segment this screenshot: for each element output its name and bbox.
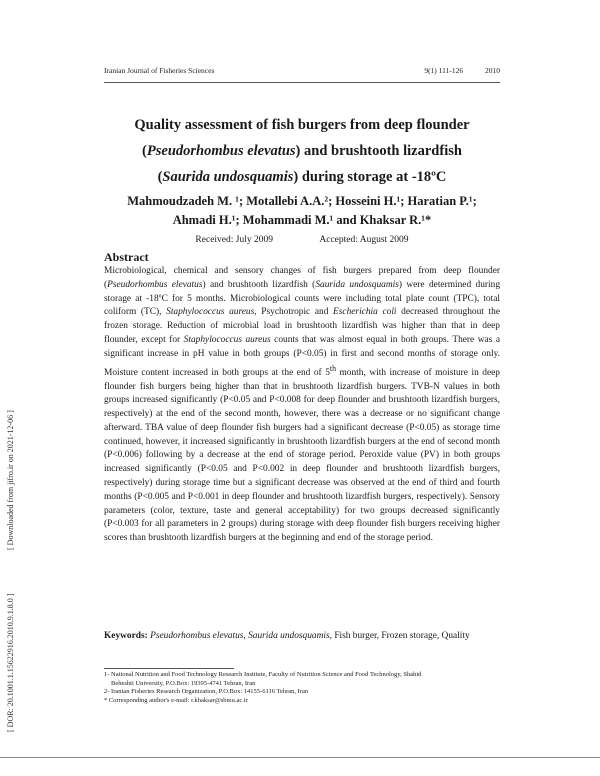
footnote-2: 2- Iranian Fisheries Research Organization, P.O.Box: 14155-6116 Tehran, Iran <box>104 688 309 696</box>
author-line-2: Ahmadi H.¹; Mohammadi M.¹ and Khaksar R.¹* <box>172 213 432 227</box>
issue-info <box>404 66 500 75</box>
footnotes <box>104 671 524 705</box>
bottom-rule <box>0 757 600 758</box>
title-species-2: Saurida undosquamis <box>162 169 294 185</box>
footnote-1b: Beheshti University, P.O.Box: 19395-4741 Tehran, Iran <box>111 679 256 687</box>
footnote-3: * Corresponding author's e-mail: r.khaksar@sbmu.ac.ir <box>104 696 248 704</box>
footnote-1a: 1- National Nutrition and Food Technology Research Institute, Faculty of Nutrition Science and Food Technology, Shahid <box>104 671 422 678</box>
side-doi-stamp: [ DOR: 20.1001.1.15622916.2010.9.1.8.0 ] <box>6 593 15 732</box>
journal-name: Iranian Journal of Fisheries Sciences <box>104 66 215 75</box>
title-line-3-rest: during storage at -18ºC <box>298 169 447 185</box>
keywords-label: Keywords: <box>104 631 148 641</box>
dates <box>104 235 500 245</box>
abstract-body: Microbiological, chemical and sensory changes of fish burgers prepared from deep flounder (Pseudorhombus elevatus) and brushtooth lizardfish (Saurida undosquamis) were determined during storage at -18ºC for 5 months. Microbiological counts were including total plate count (TPC), total coliform (TC), Staphylococcus aureus, Psychotropic and Escherichia coli decreased throughout the frozen storage. Reduction of microbial load in brushtooth lizardfish was higher than that in deep flounder, except for Staphylococcus aureus counts that was almost equal in both groups. There was a significant increase in pH value in both groups (P<0.05) in first and second months of storage only. Moisture content increased in both groups at the end of 5th month, with increase of moisture in deep flounder fish burgers being higher than that in brushtooth lizardfish burgers. TVB-N values in both groups increased significantly (P<0.05 and P<0.008 for deep flounder and brushtooth lizardfish burgers, respectively) at the end of the second month, however, there was a decrease or no significant change afterward. TBA value of deep flounder fish burgers had a significant decrease (P<0.05) as storage time continued, however, it increased significantly in brushtooth lizardfish burgers at the end of second month (P<0.006) following by a decrease at the end of storage period. Peroxide value (PV) in both groups increased significantly (P<0.05 and P<0.002 in deep flounder and brushtooth lizardfish burgers, respectively) during storage time but a significant decrease was observed at the end of third and fourth months (P<0.005 and P<0.001 in deep flounder and brushtooth lizardfish burgers, respectively). Sensory parameters (color, texture, taste and general acceptability) for two groups decreased significantly (P<0.003 for all parameters in 2 groups) during storage with deep flounder fish burgers receiving higher scores than brushtooth lizardfish burgers at the beginning and end of the storage period. <box>104 266 501 544</box>
title-line-1: Quality assessment of fish burgers from deep flounder <box>134 117 470 133</box>
title-species-1: Pseudorhombus elevatus <box>146 143 296 159</box>
issue-year: 2010 <box>485 66 500 75</box>
title-line-3: (Saurida undosquamis) during storage at -18ºC <box>157 169 447 185</box>
running-header <box>104 66 500 75</box>
footnote-rule <box>104 668 234 669</box>
issue-pages: 9(1) 111-126 <box>424 66 464 75</box>
received-date: Received: July 2009 <box>195 235 273 245</box>
side-download-stamp: [ Downloaded from jifro.ir on 2021-12-06 ] <box>6 410 15 550</box>
keyword-species-1: Pseudorhombus elevatus <box>150 631 244 641</box>
paper-title <box>104 112 500 190</box>
title-line-2-rest: and brushtooth lizardfish <box>300 143 462 159</box>
keyword-species-2: Saurida undosquamis <box>248 631 330 641</box>
title-line-2: (Pseudorhombus elevatus) and brushtooth lizardfish <box>142 143 462 159</box>
author-list <box>104 192 500 230</box>
keywords: Keywords: Pseudorhombus elevatus, Saurida undosquamis, Fish burger, Frozen storage, Quality <box>104 631 470 641</box>
author-line-1: Mahmoudzadeh M. ¹; Motallebi A.A.²; Hosseini H.¹; Haratian P.¹; <box>127 194 477 208</box>
abstract-heading: Abstract <box>104 250 149 264</box>
keywords-rest: , Fish burger, Frozen storage, Quality <box>329 631 470 641</box>
header-rule <box>104 82 500 83</box>
accepted-date: Accepted: August 2009 <box>319 235 409 245</box>
